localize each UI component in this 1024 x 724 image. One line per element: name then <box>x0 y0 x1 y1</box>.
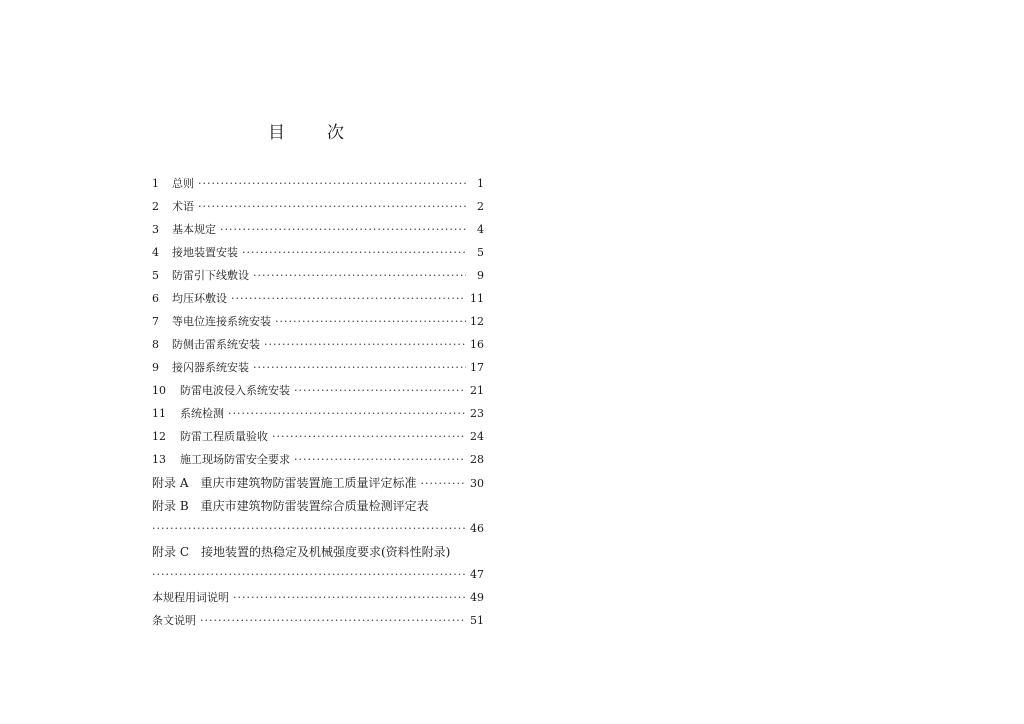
dot-leader <box>253 267 466 285</box>
toc-entry-title: 均压环敷设 <box>172 292 227 305</box>
dot-leader <box>198 198 466 216</box>
toc-entry-page: 2 <box>477 200 484 213</box>
toc-entry[interactable] <box>152 198 484 221</box>
toc-appendix-c[interactable] <box>152 543 484 566</box>
toc-entry-page: 23 <box>470 407 484 420</box>
toc-entry[interactable] <box>152 359 484 382</box>
dot-leader <box>420 475 466 493</box>
dot-leader <box>253 359 466 377</box>
toc-entry-page: 46 <box>470 522 484 535</box>
title-char-2: 次 <box>327 123 344 143</box>
toc-appendix-b-leader-line[interactable] <box>152 520 484 543</box>
toc-entry-title: 基本规定 <box>172 223 216 236</box>
toc-entry-number: 12 <box>152 430 166 443</box>
toc-entry[interactable] <box>152 428 484 451</box>
toc-entry-title: 总则 <box>172 177 194 190</box>
toc-appendix-c-leader-line[interactable] <box>152 566 484 589</box>
dot-leader <box>233 589 466 607</box>
dot-leader <box>200 612 466 630</box>
toc-entry-number: 6 <box>152 292 159 305</box>
toc-entry-title: 本规程用词说明 <box>152 591 229 604</box>
dot-leader <box>294 451 466 469</box>
toc-entry-title: 条文说明 <box>152 614 196 627</box>
toc-entry[interactable] <box>152 313 484 336</box>
toc-entry-title: 施工现场防雷安全要求 <box>180 453 290 466</box>
toc-entry-page: 4 <box>477 223 484 236</box>
toc-entry-number: 13 <box>152 453 166 466</box>
dot-leader <box>220 221 466 239</box>
toc-entry-page: 17 <box>470 361 484 374</box>
toc-entry[interactable] <box>152 451 484 474</box>
toc-entry-title: 附录 A 重庆市建筑物防雷装置施工质量评定标准 <box>152 476 417 490</box>
toc-appendix-a[interactable] <box>152 474 484 497</box>
dot-leader <box>228 405 466 423</box>
toc-entry-number: 1 <box>152 177 159 190</box>
toc-entry-page: 5 <box>477 246 484 259</box>
toc-entry-title: 附录 B 重庆市建筑物防雷装置综合质量检测评定表 <box>152 499 429 513</box>
toc-entry-number: 8 <box>152 338 159 351</box>
toc-entry-page: 11 <box>470 292 484 305</box>
toc-entry-page: 1 <box>477 177 484 190</box>
toc-entry-number: 7 <box>152 315 159 328</box>
table-of-contents <box>152 175 484 635</box>
toc-entry-title: 附录 C 接地装置的热稳定及机械强度要求(资料性附录) <box>152 545 451 559</box>
dot-leader <box>242 244 466 262</box>
toc-entry-title: 防雷电波侵入系统安装 <box>180 384 290 397</box>
toc-entry-title: 等电位连接系统安装 <box>172 315 271 328</box>
toc-entry[interactable] <box>152 244 484 267</box>
toc-entry-number: 4 <box>152 246 159 259</box>
toc-entry-number: 9 <box>152 361 159 374</box>
dot-leader <box>152 520 466 538</box>
page-title <box>268 118 344 143</box>
toc-entry-number: 10 <box>152 384 166 397</box>
dot-leader <box>294 382 466 400</box>
toc-entry-page: 47 <box>470 568 484 581</box>
toc-entry-page: 49 <box>470 591 484 604</box>
toc-entry-page: 9 <box>477 269 484 282</box>
toc-entry-title: 术语 <box>172 200 194 213</box>
toc-entry-number: 3 <box>152 223 159 236</box>
toc-entry[interactable] <box>152 612 484 635</box>
dot-leader <box>152 566 466 584</box>
dot-leader <box>272 428 466 446</box>
toc-entry[interactable] <box>152 267 484 290</box>
toc-entry-title: 防侧击雷系统安装 <box>172 338 260 351</box>
toc-entry-title: 防雷工程质量验收 <box>180 430 268 443</box>
toc-entry-title: 防雷引下线敷设 <box>172 269 249 282</box>
toc-entry[interactable] <box>152 290 484 313</box>
toc-entry-page: 24 <box>470 430 484 443</box>
toc-entry[interactable] <box>152 336 484 359</box>
toc-entry-page: 28 <box>470 453 484 466</box>
toc-entry-page: 51 <box>470 614 484 627</box>
dot-leader <box>264 336 466 354</box>
toc-entry[interactable] <box>152 589 484 612</box>
toc-appendix-b[interactable] <box>152 497 484 520</box>
toc-entry-title: 接地装置安装 <box>172 246 238 259</box>
toc-entry-page: 12 <box>470 315 484 328</box>
toc-entry-page: 16 <box>470 338 484 351</box>
dot-leader <box>275 313 466 331</box>
dot-leader <box>198 175 466 193</box>
toc-entry-number: 2 <box>152 200 159 213</box>
toc-entry-page: 30 <box>470 477 484 490</box>
dot-leader <box>231 290 466 308</box>
toc-entry-number: 11 <box>152 407 166 420</box>
toc-entry-title: 系统检测 <box>180 407 224 420</box>
toc-entry[interactable] <box>152 405 484 428</box>
title-char-1: 目 <box>268 123 285 143</box>
toc-entry[interactable] <box>152 175 484 198</box>
toc-entry-page: 21 <box>470 384 484 397</box>
toc-entry[interactable] <box>152 382 484 405</box>
toc-entry-title: 接闪器系统安装 <box>172 361 249 374</box>
toc-entry-number: 5 <box>152 269 159 282</box>
toc-entry[interactable] <box>152 221 484 244</box>
